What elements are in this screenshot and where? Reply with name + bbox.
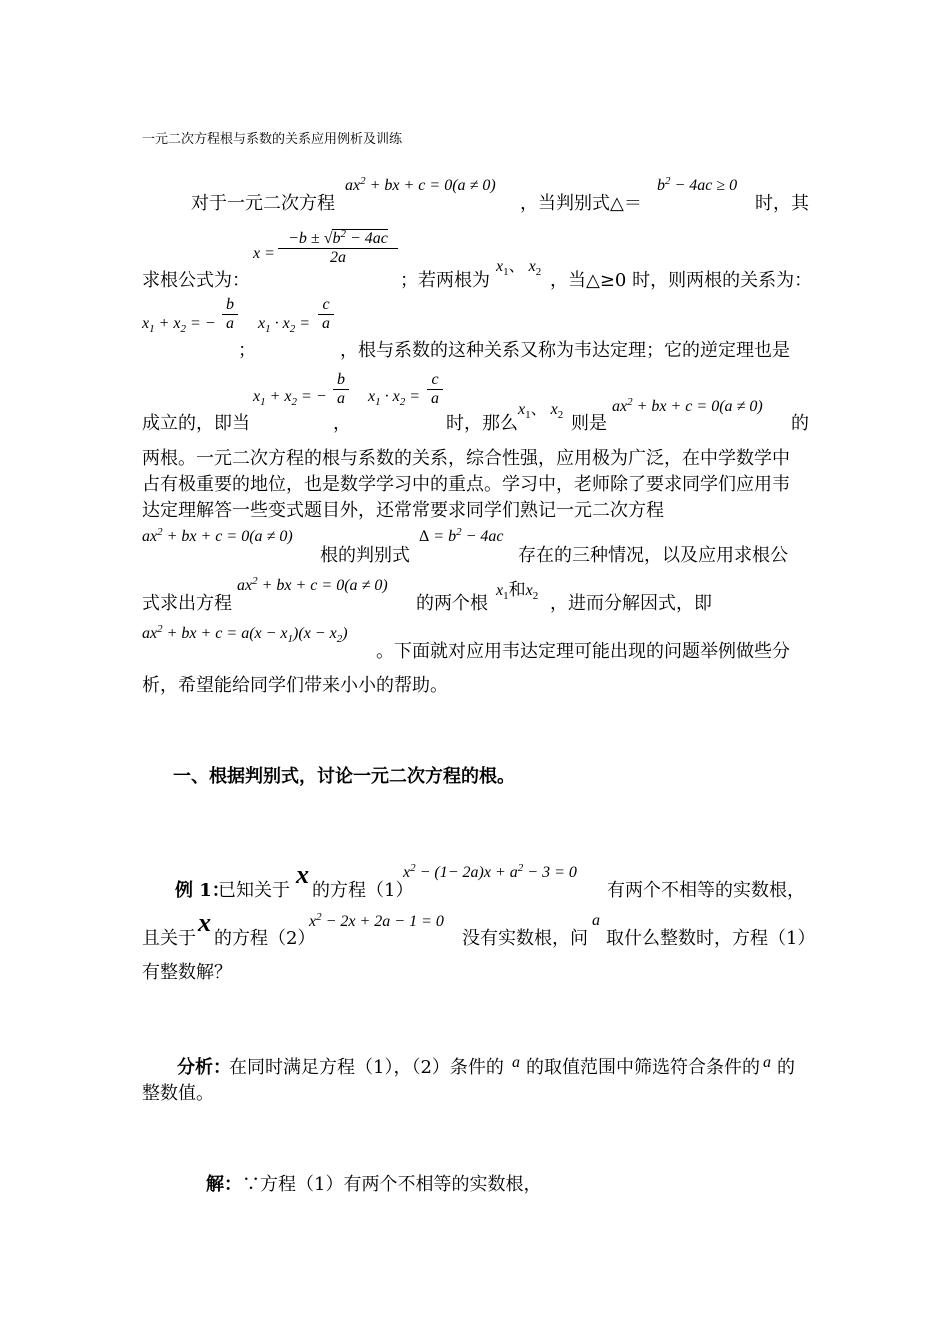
- para-text: 则是: [571, 413, 607, 434]
- equation-factor: $ax^2$ + bx + $c = a(x - x_1)(x - x_2)$: [142, 623, 348, 645]
- para-text: 两根。一元二次方程的根与系数的关系，综合性强，应用极为广泛，在中学数学中: [142, 448, 790, 469]
- para-text: 根的判别式: [320, 545, 410, 566]
- vieta-sum: $x_1 + x_2$ = −: [253, 388, 327, 408]
- para-text: 占有极重要的地位，也是数学学习中的重点。学习中，老师除了要求同学们应用韦: [142, 474, 790, 495]
- para-text: 的: [791, 413, 809, 434]
- fraction-c-over-a: $\frac{c}{a}$: [427, 371, 443, 408]
- para-text: 对于一元二次方程: [191, 193, 335, 214]
- para-text: 的取值范围中筛选符合条件的: [526, 1057, 760, 1078]
- para-text: ，: [333, 413, 351, 434]
- equation-2: $x^2 - 2x + 2a - 1 = 0$: [309, 911, 444, 930]
- document-title: 一元二次方程根与系数的关系应用例析及训练: [142, 132, 403, 147]
- vieta-product: $x_1 \cdot x_2$ =: [258, 315, 311, 335]
- para-text: 达定理解答一些变式题目外，还常常要求同学们熟记一元二次方程: [142, 500, 664, 521]
- roots-x1-x2: $x_1$、 $x_2$: [496, 258, 542, 278]
- para-text: 时，其: [755, 193, 809, 214]
- para-text: 的: [777, 1057, 795, 1078]
- para-text: ，当判别式△＝: [520, 193, 642, 214]
- equation-main: $ax^2$ + bx + c = 0(a ≠ 0): [345, 175, 496, 194]
- para-text: 成立的，即当: [142, 413, 250, 434]
- fraction-b-over-a: $\frac{b}{a}$: [333, 371, 349, 408]
- variable-x: x: [296, 860, 309, 889]
- fraction-b-over-a: $\frac{b}{a}$: [222, 296, 238, 333]
- variable-a: a: [763, 1054, 771, 1071]
- formula-denominator: 2a: [278, 248, 398, 267]
- equation-1: $x^2 - (1- 2a)x + a^2 - 3 = 0$: [403, 862, 577, 881]
- formula-lhs: x =: [253, 245, 275, 262]
- para-text: 在同时满足方程（1），（2）条件的: [229, 1057, 504, 1078]
- para-text: 求根公式为：: [142, 270, 250, 291]
- variable-a: a: [592, 912, 600, 929]
- equation-main: $ax^2$ + bx + c = 0(a ≠ 0): [612, 396, 763, 415]
- equation-discriminant: $b^2 - 4ac \ge 0$: [657, 175, 738, 194]
- para-text: 。下面就对应用韦达定理可能出现的问题举例做些分: [376, 641, 790, 662]
- fraction-c-over-a: $\frac{c}{a}$: [318, 296, 334, 333]
- section-heading: 一、根据判别式，讨论一元二次方程的根。: [173, 766, 515, 787]
- analysis-label: 分析：: [177, 1057, 231, 1078]
- para-text: 有整数解？: [142, 962, 232, 983]
- para-text: 时，那么: [446, 413, 518, 434]
- example-label: 例 1：: [175, 880, 230, 901]
- roots-x1-x2: $x_1$、 $x_2$: [518, 401, 564, 421]
- variable-x: x: [198, 908, 211, 937]
- para-text: 取什么整数时，方程（1）: [606, 928, 816, 949]
- para-text: 整数值。: [142, 1083, 214, 1104]
- para-text: 且关于: [142, 928, 196, 949]
- equation-main: $ax^2$ + bx + c = 0(a ≠ 0): [237, 575, 388, 594]
- para-text: 析，希望能给同学们带来小小的帮助。: [142, 675, 448, 696]
- para-text: 已知关于: [218, 880, 290, 901]
- quadratic-formula: [278, 228, 398, 267]
- vieta-product: $x_1 \cdot x_2$ =: [368, 388, 421, 408]
- para-text: ，当△≥0 时，则两根的关系为：: [550, 270, 813, 291]
- para-text: 的方程（2）: [214, 928, 316, 949]
- para-text: 的两个根: [416, 593, 488, 614]
- para-text: ，进而分解因式，即: [550, 593, 712, 614]
- para-text: ，根与系数的这种关系又称为韦达定理；它的逆定理也是: [340, 340, 790, 361]
- roots-x1-and-x2: $x_1$和$x_2$: [496, 580, 539, 602]
- para-text: ∵方程（1）有两个不相等的实数根，: [242, 1174, 542, 1195]
- solution-label: 解：: [206, 1174, 242, 1195]
- para-text: ；若两根为: [400, 270, 490, 291]
- variable-a: a: [512, 1054, 520, 1071]
- para-text: 的方程（1）: [312, 880, 414, 901]
- para-text: 有两个不相等的实数根，: [607, 880, 805, 901]
- para-text: 没有实数根，问: [462, 928, 588, 949]
- equation-main: $ax^2$ + bx + c = 0(a ≠ 0): [142, 526, 293, 545]
- para-text: 存在的三种情况，以及应用求根公: [518, 545, 788, 566]
- para-text: ；: [238, 340, 256, 361]
- formula-numerator: $-b \pm √b^2 - 4ac$: [288, 228, 388, 247]
- para-text: 式求出方程: [142, 593, 232, 614]
- equation-delta: $\Delta = b^2 - 4ac$: [419, 526, 504, 545]
- vieta-sum: $x_1 + x_2$ = −: [142, 315, 216, 335]
